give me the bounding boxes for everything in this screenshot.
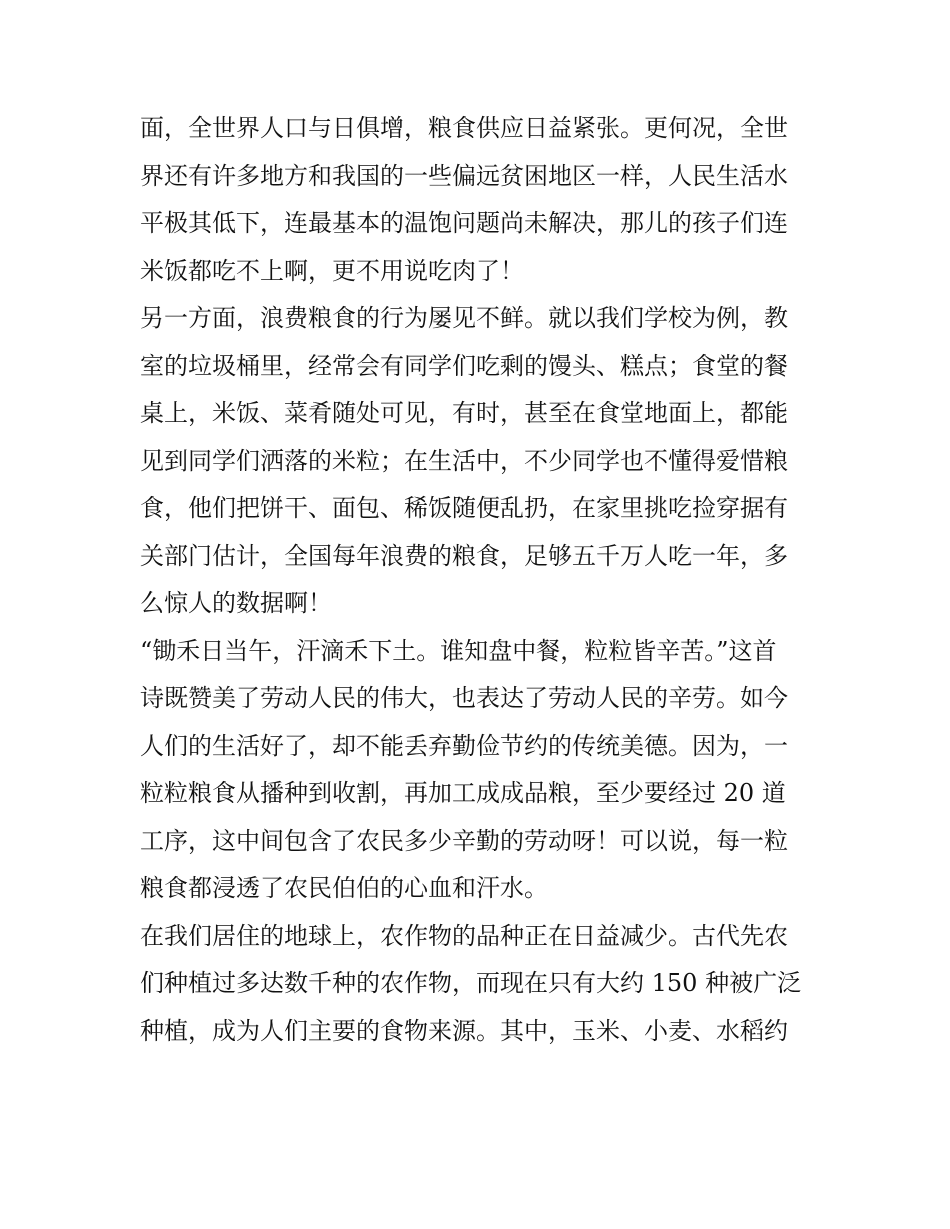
text-line: 粒粒粮食从播种到收割，再加工成成品粮，至少要经过 20 道 (140, 779, 786, 807)
paragraph-4 (140, 913, 812, 1056)
text-line: 粮食都浸透了农民伯伯的心血和汗水。 (140, 874, 548, 902)
text-line: 面，全世界人口与日俱增，粮食供应日益紧张。更何况，全世 (140, 114, 788, 142)
text-line: “锄禾日当午，汗滴禾下土。谁知盘中餐，粒粒皆辛苦。”这首 (140, 636, 777, 665)
text-line: 诗既赞美了劳动人民的伟大，也表达了劳动人民的辛劳。如今 (140, 684, 788, 712)
text-line: 另一方面，浪费粮食的行为屡见不鲜。就以我们学校为例，教 (140, 304, 788, 332)
text-line: 人们的生活好了，却不能丢弃勤俭节约的传统美德。因为，一 (140, 731, 788, 760)
text-line: 工序，这中间包含了农民多少辛勤的劳动呀！可以说，每一粒 (140, 826, 788, 855)
text-line: 们种植过多达数千种的农作物，而现在只有大约 150 种被广泛 (140, 969, 802, 997)
text-line: 界还有许多地方和我国的一些偏远贫困地区一样，人民生活水 (140, 161, 788, 190)
paragraph-1 (140, 105, 812, 295)
text-line: 关部门估计，全国每年浪费的粮食，足够五千万人吃一年，多 (140, 541, 788, 570)
text-line: 平极其低下，连最基本的温饱问题尚未解决，那儿的孩子们连 (140, 209, 788, 237)
text-line: 室的垃圾桶里，经常会有同学们吃剩的馒头、糕点；食堂的餐 (140, 351, 788, 380)
text-line: 在我们居住的地球上，农作物的品种正在日益减少。古代先农 (140, 921, 788, 950)
text-line: 桌上，米饭、菜肴随处可见，有时，甚至在食堂地面上，都能 (140, 399, 788, 427)
text-line: 米饭都吃不上啊，更不用说吃肉了！ (140, 256, 524, 285)
text-line: 见到同学们洒落的米粒；在生活中，不少同学也不懂得爱惜粮 (140, 446, 788, 475)
text-line: 种植，成为人们主要的食物来源。其中，玉米、小麦、水稻约 (140, 1016, 788, 1045)
paragraph-3 (140, 628, 812, 913)
text-line: 么惊人的数据啊！ (140, 589, 332, 617)
text-line: 食，他们把饼干、面包、稀饭随便乱扔，在家里挑吃捡穿据有 (140, 494, 788, 522)
paragraph-2 (140, 295, 812, 628)
body-text (140, 105, 812, 1055)
